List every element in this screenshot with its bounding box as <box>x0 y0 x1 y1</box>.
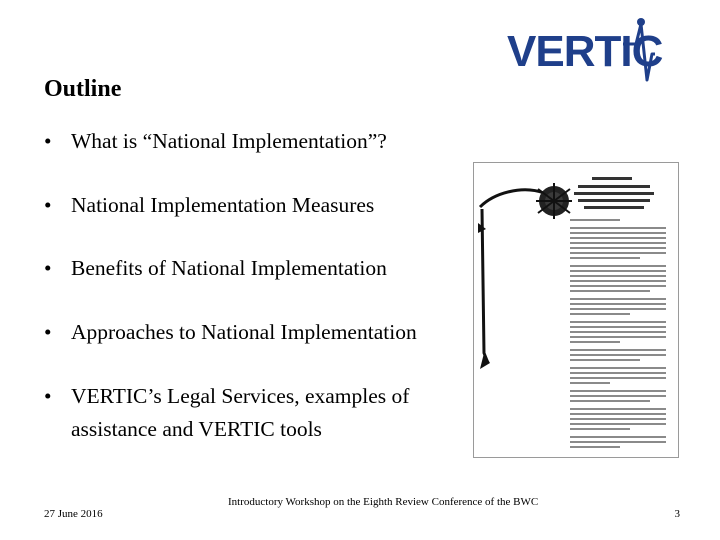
slide-title: Outline <box>44 76 122 102</box>
bullet-text: assistance and VERTIC tools <box>71 417 322 441</box>
bullet-icon: • <box>44 320 52 344</box>
heartbeat-line-icon <box>505 14 691 96</box>
bullet-icon: • <box>44 256 52 280</box>
page-number: 3 <box>674 508 680 520</box>
vertic-logo <box>505 14 691 96</box>
bullet-icon: • <box>44 193 52 217</box>
footer-event-title: Introductory Workshop on the Eighth Review Conference of the BWC <box>228 496 539 508</box>
bullet-text: What is “National Implementation”? <box>71 129 387 153</box>
convention-document-image <box>473 162 679 458</box>
footer-date: 27 June 2016 <box>44 508 103 520</box>
bullet-text: Benefits of National Implementation <box>71 256 387 280</box>
convention-document-scan-icon <box>474 163 678 457</box>
logo-wordmark: VERTIC <box>507 27 663 76</box>
bullet-text: VERTIC’s Legal Services, examples of <box>71 384 410 408</box>
bullet-icon: • <box>44 384 52 408</box>
bullet-icon: • <box>44 129 52 153</box>
bullet-text: Approaches to National Implementation <box>71 320 417 344</box>
bullet-text: National Implementation Measures <box>71 193 375 217</box>
